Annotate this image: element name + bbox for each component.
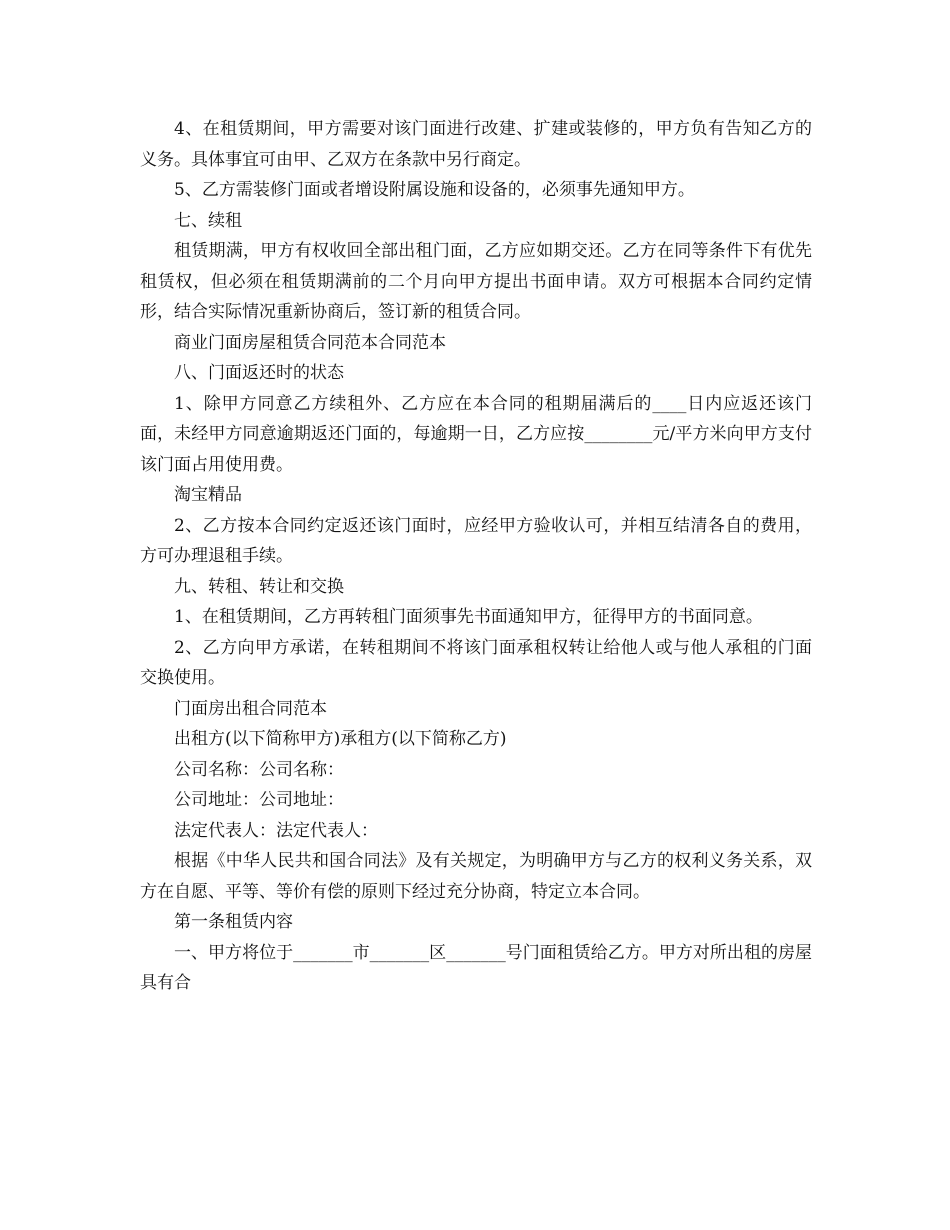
paragraph-clause-5: 5、乙方需装修门面或者增设附属设施和设备的，必须事先通知甲方。 <box>174 180 695 200</box>
section-heading-return-state: 八、门面返还时的状态 <box>174 363 344 383</box>
paragraph-lease-location: 一、甲方将位于_______市_______区_______号门面租赁给乙方。甲方对所出租的房屋具有合 <box>140 942 812 993</box>
paragraph-sublease-1: 1、在租赁期间，乙方再转租门面须事先书面通知甲方，征得甲方的书面同意。 <box>174 607 763 627</box>
paragraph-clause-4: 4、在租赁期间，甲方需要对该门面进行改建、扩建或装修的，甲方负有告知乙方的义务。具体事宜可由甲、乙双方在条款中另行商定。 <box>140 119 812 170</box>
section-heading-article-1: 第一条租赁内容 <box>174 912 293 932</box>
paragraph-taobao: 淘宝精品 <box>174 485 242 505</box>
paragraph-company-name: 公司名称：公司名称： <box>174 759 344 780</box>
paragraph-contract-title: 门面房出租合同范本 <box>174 698 327 719</box>
paragraph-return-2: 2、乙方按本合同约定返还该门面时，应经甲方验收认可，并相互结清各自的费用，方可办理退租手续。 <box>140 515 812 566</box>
paragraph-company-address: 公司地址：公司地址： <box>174 790 344 810</box>
paragraph-parties: 出租方(以下简称甲方)承租方(以下简称乙方) <box>174 729 507 749</box>
paragraph-return-1: 1、除甲方同意乙方续租外、乙方应在本合同的租期届满后的____日内应返还该门面，未经甲方同意逾期返还门面的，每逾期一日，乙方应按________元/平方米向甲方支付该门面占用使用费。 <box>140 393 812 475</box>
document-body <box>140 114 812 999</box>
paragraph-legal-rep: 法定代表人：法定代表人： <box>174 820 378 841</box>
paragraph-basis: 根据《中华人民共和国合同法》及有关规定，为明确甲方与乙方的权利义务关系，双方在自愿、平等、等价有偿的原则下经过充分协商，特定立本合同。 <box>140 851 812 902</box>
paragraph-template-title: 商业门面房屋租赁合同范本合同范本 <box>174 332 446 353</box>
paragraph-renewal: 租赁期满，甲方有权收回全部出租门面，乙方应如期交还。乙方在同等条件下有优先租赁权，但必须在租赁期满前的二个月向甲方提出书面申请。双方可根据本合同约定情形，结合实际情况重新协商后，签订新的租赁合同。 <box>140 241 812 322</box>
paragraph-sublease-2: 2、乙方向甲方承诺，在转租期间不将该门面承租权转让给他人或与他人承租的门面交换使用。 <box>140 637 812 688</box>
section-heading-renewal: 七、续租 <box>174 210 242 231</box>
section-heading-sublease: 九、转租、转让和交换 <box>174 576 344 597</box>
